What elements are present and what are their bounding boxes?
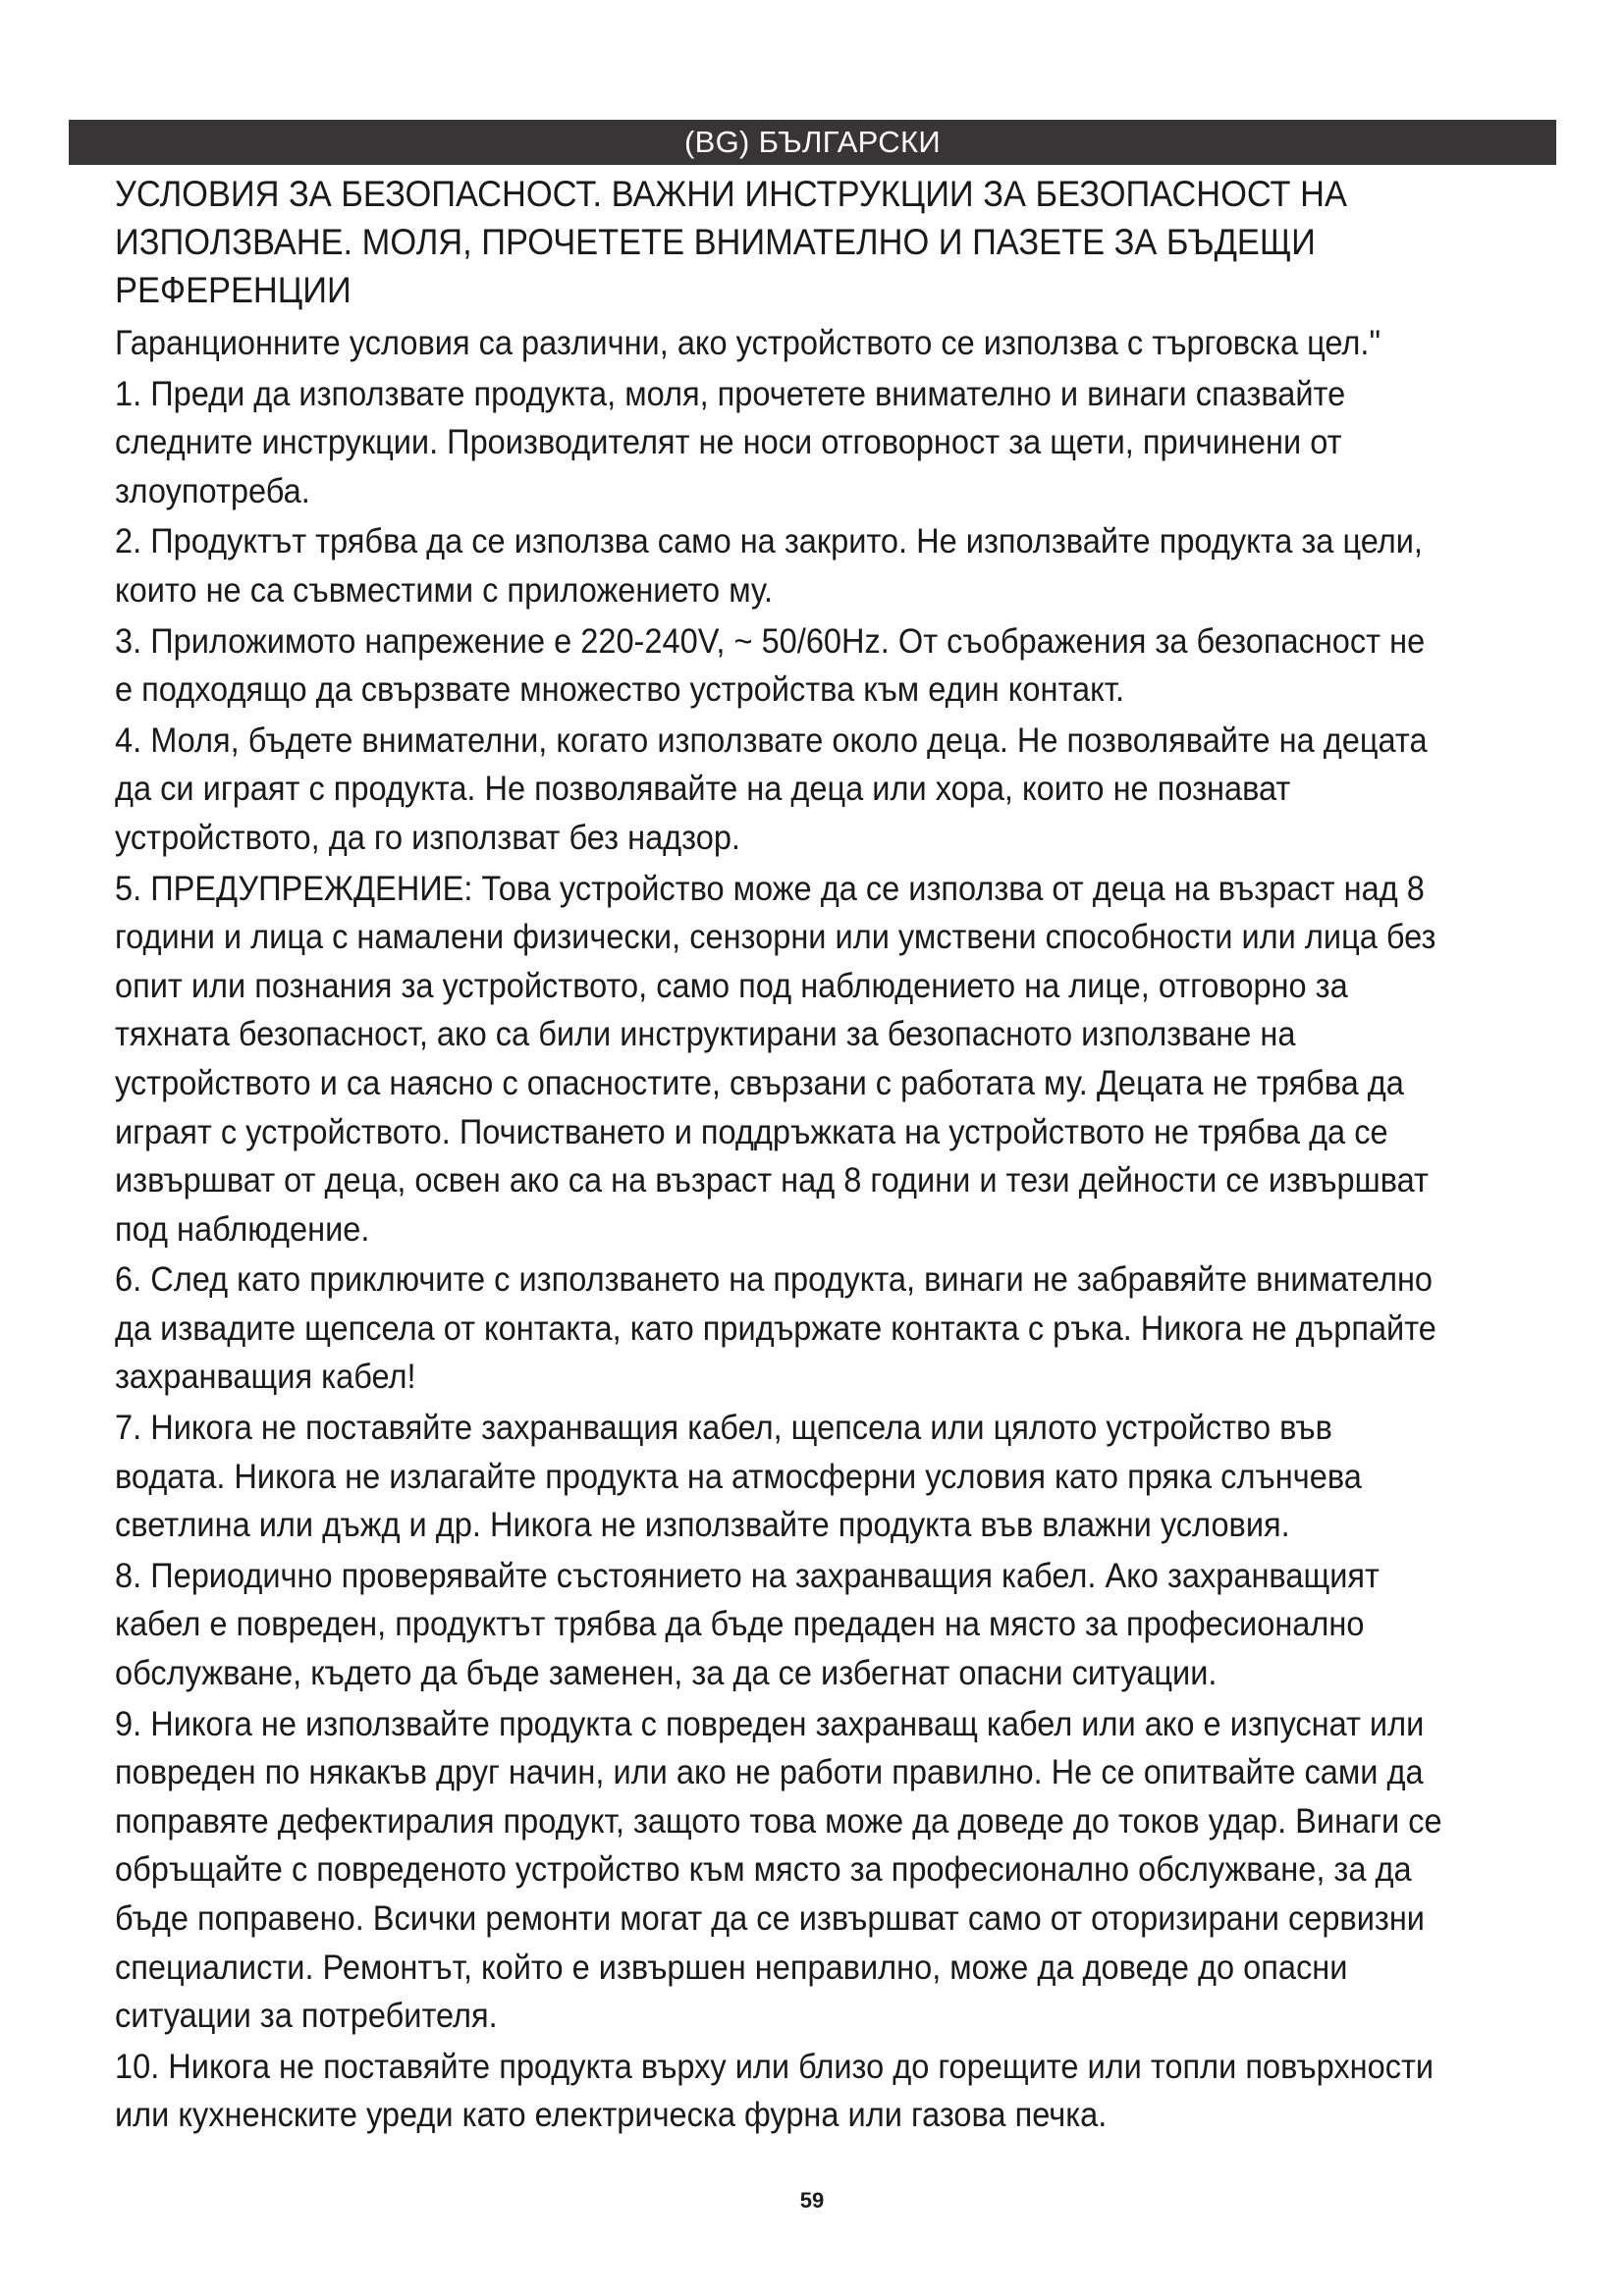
instruction-item-7: 7. Никога не поставяйте захранващия кабел, щепсела или цялото устройство във водата. Никога не излагайте продукта на атмосферни условия като пряка слънчева светлина или дъжд и др. Никога не използвайте продукта във влажни условия.	[115, 1409, 1362, 1545]
instruction-item-2: 2. Продуктът трябва да се използва само на закрито. Не използвайте продукта за цели, които не са съвместими с приложението му.	[115, 522, 1423, 610]
instruction-item-4: 4. Моля, бъдете внимателни, когато използвате около деца. Не позволявайте на децата да си играят с продукта. Не позволявайте на деца или хора, които не познават устройството, да го използват без надзор.	[115, 721, 1428, 857]
instruction-item-3: 3. Приложимото напрежение е 220-240V, ~ 50/60Hz. От съображения за безопасност не е подходящо да свързвате множество устройства към един контакт.	[115, 621, 1426, 710]
page-number: 59	[799, 2188, 825, 2213]
instruction-item-1: 1. Преди да използвате продукта, моля, прочетете внимателно и винаги спазвайте следните инструкции. Производителят не носи отговорност за щети, причинени от злоупотреба.	[115, 374, 1346, 510]
warranty-note: Гаранционните условия са различни, ако устройството се използва с търговска цел."	[115, 324, 1381, 362]
instruction-item-9: 9. Никога не използвайте продукта с повреден захранващ кабел или ако е изпуснат или повреден по някакъв друг начин, или ако не работи правилно. Не се опитвайте сами да поправяте дефектиралия продукт, защото това може да доведе до токов удар. Винаги се обръщайте с повреденото устройство към място за професионално обслужване, за да бъде поправено. Всички ремонти могат да се извършват само от оторизирани сервизни специалисти. Ремонтът, който е извършен неправилно, може да доведе до опасни ситуации за потребителя.	[115, 1704, 1442, 2036]
safety-title: УСЛОВИЯ ЗА БЕЗОПАСНОСТ. ВАЖНИ ИНСТРУКЦИИ ЗА БЕЗОПАСНОСТ НА ИЗПОЛЗВАНЕ. МОЛЯ, ПРОЧЕТЕТЕ ВНИМАТЕЛНО И ПАЗЕТЕ ЗА БЪДЕЩИ РЕФЕРЕНЦИИ	[115, 174, 1347, 310]
instruction-item-6: 6. След като приключите с използването на продукта, винаги не забравяйте внимателно да извадите щепсела от контакта, като придържате контакта с ръка. Никога не дърпайте захранващия кабел!	[115, 1260, 1436, 1397]
instruction-item-5: 5. ПРЕДУПРЕЖДЕНИЕ: Това устройство може да се използва от деца на възраст над 8 години и лица с намалени физически, сензорни или умствени способности или лица без опит или познания за устройството, само под наблюдението на лице, отговорно за тяхната безопасност, ако са били инструктирани за безопасното използване на устройството и са наясно с опасностите, свързани с работата му. Децата не трябва да играят с устройството. Почистването и поддръжката на устройството не трябва да се извършват от деца, освен ако са на възраст над 8 години и тези дейности се извършват под наблюдение.	[115, 869, 1436, 1249]
language-header-bar: (BG) БЪЛГАРСКИ	[69, 120, 1556, 165]
instruction-item-10: 10. Никога не поставяйте продукта върху или близо до горещите или топли повърхности или кухненските уреди като електрическа фурна или газова печка.	[115, 2047, 1435, 2135]
instruction-item-8: 8. Периодично проверявайте състоянието на захранващия кабел. Ако захранващият кабел е повреден, продуктът трябва да бъде предаден на място за професионално обслужване, където да бъде заменен, за да се избегнат опасни ситуации.	[115, 1556, 1380, 1693]
instructions-body	[115, 319, 1443, 2142]
